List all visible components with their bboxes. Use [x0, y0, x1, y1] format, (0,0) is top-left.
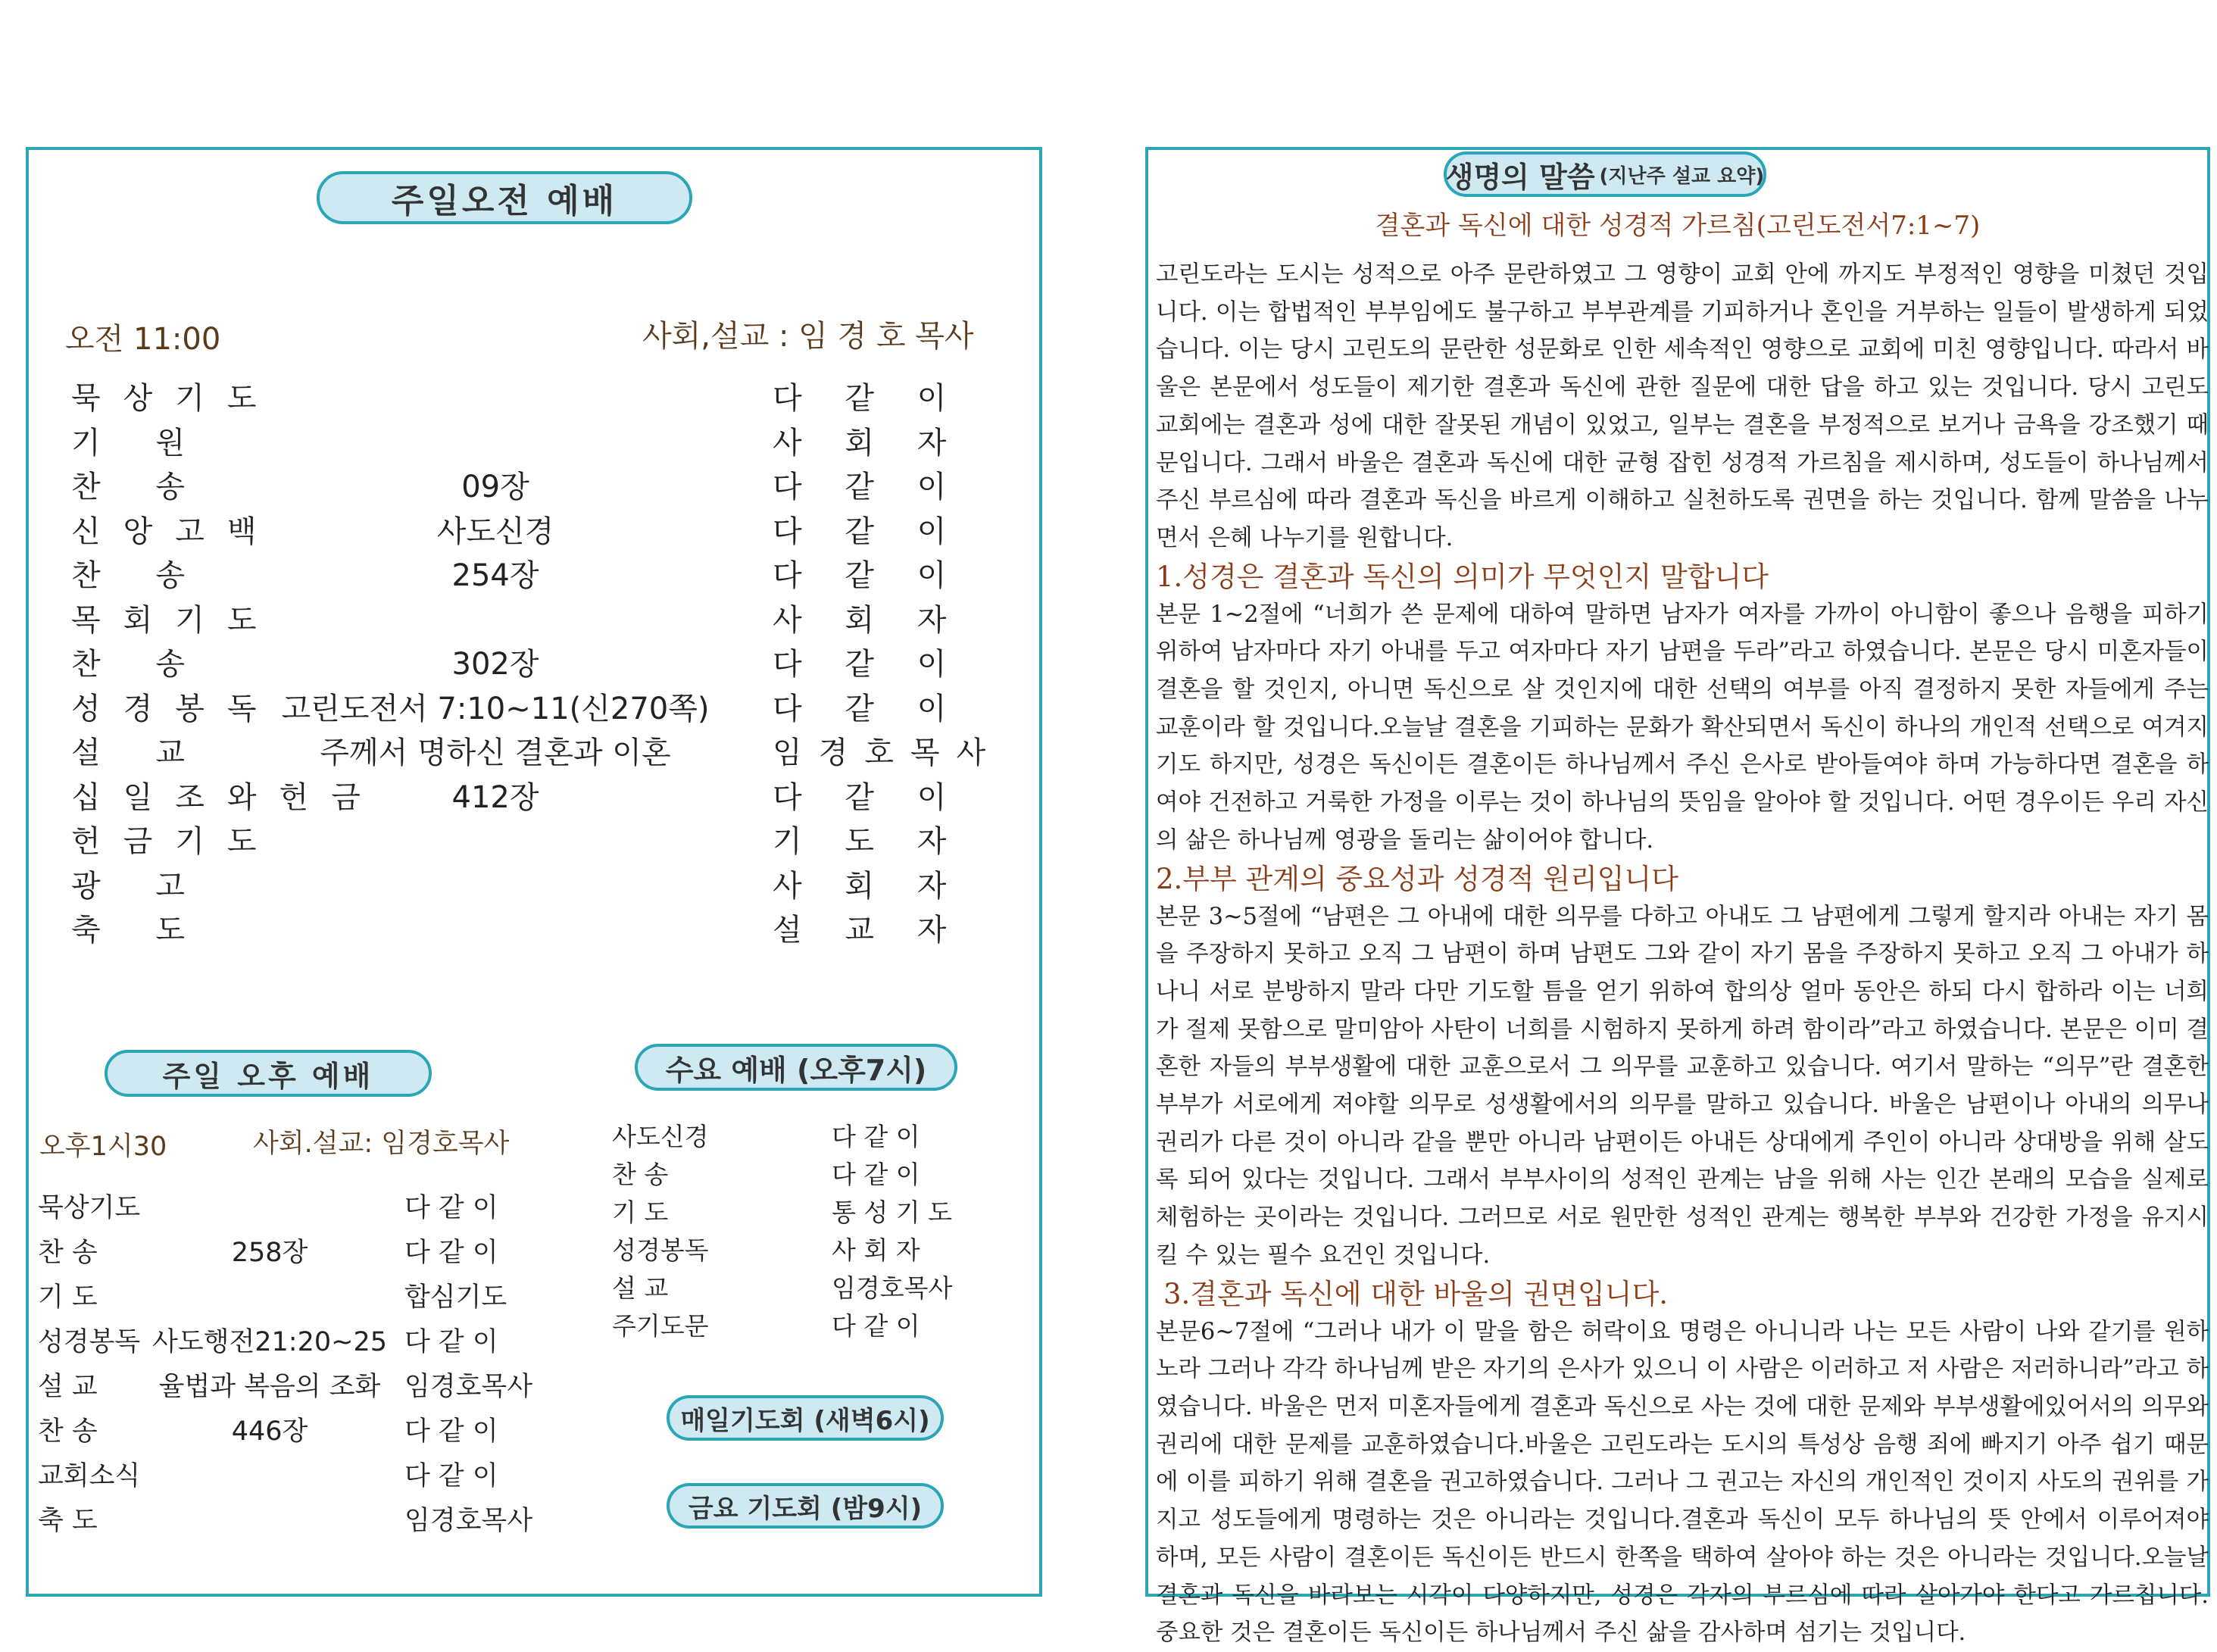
wednesday-row — [29, 1307, 1039, 1345]
wednesday-item: 찬 송 — [612, 1160, 669, 1189]
wednesday-row — [29, 1269, 1039, 1307]
morning-content: 254장 — [451, 558, 539, 593]
afternoon-row — [29, 1454, 604, 1498]
morning-content: 09장 — [461, 470, 529, 504]
morning-content: 고린도전서 7:10~11(신270쪽) — [281, 691, 710, 726]
morning-item: 찬 송 — [71, 647, 208, 682]
morning-item: 묵상기도 — [71, 381, 279, 416]
morning-leader: 사회,설교 : 임 경 호 목사 — [642, 319, 974, 354]
morning-content: 302장 — [451, 647, 539, 682]
morning-leader: 임경호목사 — [773, 735, 1003, 770]
morning-leader: 사 회 자 — [773, 425, 963, 461]
morning-content: 사도신경 — [436, 514, 554, 549]
afternoon-leader: 사회.설교: 임경호목사 — [253, 1129, 510, 1159]
section-1-heading: 1.성경은 결혼과 독신의 의미가 무엇인지 말합니다 — [1156, 560, 1769, 593]
afternoon-leader: 다 같 이 — [404, 1416, 498, 1447]
morning-leader: 다 같 이 — [773, 514, 963, 549]
morning-item: 성경봉독 — [71, 691, 279, 726]
afternoon-content: 율법과 복음의 조화 — [158, 1372, 381, 1402]
section-2-body: 본문 3~5절에 “남편은 그 아내에 대한 의무를 다하고 아내도 그 남편에게 그렇게 할지라 아내는 자기 몸을 주장하지 못하고 오직 그 남편이 하며 남편도 그와 같이 자기 몸을 주장하지 못하고 오직 그 아내가 하나니 서로 분방하지 말라 다만 기도할 틈을 얻기 위하여 합의상 얼마 동안은 하되 다시 합하라 이는 너희가 절제 못함으로 말미암아 사탄이 너희를 시험하지 못하게 하려 함이라”라고 하였습니다. 본문은 이미 결혼한 자들의 부부생활에 대한 교훈으로서 그 의무를 교훈하고 있습니다. 여기서 말하는 “의무”란 결혼한 부부가 서로에게 져야할 의무로 성생활에서의 의무를 말하고 있습니다. 바울은 남편이나 아내의 의무나 권리가 다른 것이 아니라 같을 뿐만 아니라 남편이든 아내든 상대에게 주인이 아니라 상대방을 위해 살도록 되어 있다는 것입니다. 그래서 부부사이의 성적인 관계는 남을 위해 사는 인간 본래의 모습을 실제로 체험하는 곳이라는 것입니다. 그러므로 서로 원만한 성적인 관계는 행복한 부부와 건강한 가정을 유지시킬 수 있는 필수 요건인 것입니다. — [1156, 903, 2209, 1269]
morning-row — [29, 643, 1039, 685]
morning-leader: 기 도 자 — [773, 824, 963, 859]
afternoon-item: 묵상기도 — [38, 1193, 141, 1223]
morning-row — [29, 820, 1039, 863]
worship-order-panel — [26, 147, 1042, 1597]
afternoon-content: 258장 — [231, 1238, 308, 1268]
afternoon-row — [29, 1365, 604, 1409]
sermon-body — [1156, 256, 2209, 1652]
morning-content: 주께서 명하신 결혼과 이혼 — [320, 735, 671, 770]
section-2-heading: 2.부부 관계의 중요성과 성경적 원리입니다 — [1156, 862, 1678, 895]
sermon-subtitle: 결혼과 독신에 대한 성경적 가르침(고린도전서7:1~7) — [1375, 211, 1981, 241]
morning-item: 축 도 — [71, 913, 208, 948]
afternoon-leader: 임경호목사 — [404, 1372, 533, 1402]
afternoon-item: 교회소식 — [38, 1461, 141, 1491]
morning-row — [29, 688, 1039, 730]
sermon-intro: 고린도라는 도시는 성적으로 아주 문란하였고 그 영향이 교회 안에 까지도 부정적인 영향을 미쳤던 것입니다. 이는 합법적인 부부임에도 불구하고 부부관계를 기피하거나 혼인을 거부하는 일들이 발생하게 되었습니다. 이는 당시 고린도의 문란한 성문화로 인한 세속적인 영향으로 교회에 미친 영향입니다. 따라서 바울은 본문에서 성도들이 제기한 결혼과 독신에 관한 질문에 대한 답을 하고 있는 것입니다. 당시 고린도 교회에는 결혼과 성에 대한 잘못된 개념이 있었고, 일부는 결혼을 부정적으로 보거나 금욕을 강조했기 때문입니다. 그래서 바울은 결혼과 독신에 대한 균형 잡힌 성경적 가르침을 제시하며, 성도들이 하나님께서 주신 부르심에 따라 결혼과 독신을 바르게 이해하고 실천하도록 권면을 하는 것입니다. 함께 말씀을 나누면서 은혜 나누기를 원합니다. — [1156, 261, 2209, 551]
morning-row — [29, 599, 1039, 642]
wednesday-leader: 다 같 이 — [832, 1160, 920, 1189]
wednesday-row — [29, 1232, 1039, 1269]
afternoon-leader: 다 같 이 — [404, 1461, 498, 1491]
afternoon-service-title: 주일 오후 예배 — [105, 1050, 432, 1097]
section-3-heading: 3.결혼과 독신에 대한 바울의 권면입니다. — [1163, 1277, 1668, 1310]
section-1-body: 본문 1~2절에 “너희가 쓴 문제에 대하여 말하면 남자가 여자를 가까이 아니함이 좋으나 음행을 피하기 위하여 남자마다 자기 아내를 두고 여자마다 자기 남편을 두라”라고 하였습니다. 본문은 당시 미혼자들이 결혼을 할 것인지, 아니면 독신으로 살 것인지에 대한 선택의 여부를 아직 결정하지 못한 자들에게 주는 교훈이라 할 것입니다.오늘날 결혼을 기피하는 문화가 확산되면서 독신이 하나의 개인적 선택으로 여겨지기도 하지만, 성경은 독신이든 결혼이든 하나님께서 주신 은사로 받아들여야 하며 가능하다면 결혼을 하여야 건전하고 거룩한 가정을 이루는 것이 하나님의 뜻임을 알아야 할 것입니다. 어떤 경우이든 우리 자신의 삶은 하나님께 영광을 돌리는 삶이어야 합니다. — [1156, 601, 2209, 854]
wednesday-order-list — [29, 1118, 1039, 1353]
afternoon-leader: 다 같 이 — [404, 1193, 498, 1223]
morning-leader: 사 회 자 — [773, 602, 963, 638]
wednesday-item: 기 도 — [612, 1198, 669, 1227]
morning-item: 찬 송 — [71, 558, 208, 593]
afternoon-item: 축 도 — [38, 1506, 98, 1536]
wednesday-row — [29, 1118, 1039, 1156]
morning-row — [29, 865, 1039, 907]
wednesday-leader: 사 회 자 — [832, 1235, 920, 1265]
afternoon-leader: 임경호목사 — [404, 1506, 533, 1536]
morning-leader: 다 같 이 — [773, 470, 963, 504]
morning-leader: 다 같 이 — [773, 558, 963, 593]
afternoon-content: 446장 — [231, 1416, 308, 1447]
sermon-summary-panel — [1145, 147, 2210, 1647]
morning-row — [29, 554, 1039, 597]
morning-content: 412장 — [451, 779, 539, 815]
morning-item: 광 고 — [71, 868, 208, 904]
afternoon-row — [29, 1499, 604, 1543]
afternoon-content: 사도행전21:20~25 — [152, 1327, 387, 1357]
afternoon-item: 성경봉독 — [38, 1327, 141, 1357]
afternoon-leader: 합심기도 — [404, 1282, 507, 1313]
afternoon-leader: 다 같 이 — [404, 1327, 498, 1357]
morning-order-list — [29, 377, 1039, 953]
afternoon-item: 설 교 — [38, 1372, 98, 1402]
afternoon-row — [29, 1410, 604, 1454]
morning-item: 찬 송 — [71, 470, 208, 504]
morning-leader: 다 같 이 — [773, 779, 963, 815]
wednesday-row — [29, 1194, 1039, 1232]
wednesday-leader: 다 같 이 — [832, 1122, 920, 1151]
wednesday-item: 사도신경 — [612, 1122, 709, 1151]
afternoon-leader: 다 같 이 — [404, 1238, 498, 1268]
wednesday-row — [29, 1156, 1039, 1194]
sermon-header-sub: (지난주 설교 요약) — [1599, 164, 1765, 188]
afternoon-item: 찬 송 — [38, 1416, 98, 1447]
morning-item: 설 교 — [71, 735, 208, 770]
morning-leader: 다 같 이 — [773, 691, 963, 726]
morning-leader: 사 회 자 — [773, 868, 963, 904]
afternoon-item: 기 도 — [38, 1282, 98, 1313]
afternoon-time: 오후1시30 — [39, 1132, 167, 1162]
morning-row — [29, 377, 1039, 420]
morning-item: 기 원 — [71, 425, 208, 461]
sermon-header — [1444, 151, 1766, 197]
morning-row — [29, 776, 1039, 819]
wednesday-leader: 통 성 기 도 — [832, 1198, 952, 1227]
wednesday-item: 성경봉독 — [612, 1235, 709, 1265]
wednesday-item: 주기도문 — [612, 1311, 709, 1341]
morning-item: 목회기도 — [71, 602, 279, 638]
wednesday-leader: 임경호목사 — [832, 1273, 953, 1303]
morning-row — [29, 466, 1039, 508]
wednesday-item: 설 교 — [612, 1273, 669, 1303]
morning-leader: 설 교 자 — [773, 913, 963, 948]
daily-prayer-title: 매일기도회 (새벽6시) — [667, 1395, 944, 1441]
friday-prayer-title: 금요 기도회 (밤9시) — [667, 1483, 944, 1529]
morning-service-title: 주일오전 예배 — [317, 171, 692, 224]
morning-leader: 다 같 이 — [773, 381, 963, 416]
wednesday-leader: 다 같 이 — [832, 1311, 920, 1341]
morning-item: 헌금기도 — [71, 824, 279, 859]
morning-row — [29, 422, 1039, 464]
morning-row — [29, 511, 1039, 553]
morning-time: 오전 11:00 — [65, 322, 221, 357]
morning-leader: 다 같 이 — [773, 647, 963, 682]
section-3-body: 본문6~7절에 “그러나 내가 이 말을 함은 허락이요 명령은 아니니라 나는 모든 사람이 나와 같기를 원하노라 그러나 각각 하나님께 받은 자기의 은사가 있으니 이 사람은 이러하고 저 사람은 저러하니라”라고 하였습니다. 바울은 먼저 미혼자들에게 결혼과 독신으로 사는 것에 대한 문제와 부부생활에있어서의 의무와 권리에 대한 문제를 교훈하였습니다.바울은 고린도라는 도시의 특성상 음행 죄에 빠지기 아주 쉽기 때문에 이를 피하기 위해 결혼을 권고하였습니다. 그러나 그 권고는 자신의 개인적인 것이지 사도의 권위를 가지고 성도들에게 명령하는 것은 아니라는 것입니다.결혼과 독신이 모두 하나님의 뜻 안에서 이루어져야 하며, 모든 사람이 결혼이든 독신이든 반드시 한쪽을 택하여 살아야 하는 것은 아니라는 것입니다.오늘날 결혼과 독신을 바라보는 시각이 다양하지만, 성경은 각자의 부르심에 따라 살아가야 한다고 가르칩니다. 중요한 것은 결혼이든 독신이든 하나님께서 주신 삶을 감사하며 섬기는 것입니다. — [1156, 1318, 2209, 1647]
sermon-header-main: 생명의 말씀 — [1445, 160, 1595, 194]
morning-item: 신앙고백 — [71, 514, 279, 549]
morning-row — [29, 909, 1039, 951]
morning-row — [29, 732, 1039, 774]
wednesday-service-title: 수요 예배 (오후7시) — [635, 1044, 957, 1091]
morning-item: 십일조와헌금 — [71, 779, 383, 815]
afternoon-item: 찬 송 — [38, 1238, 98, 1268]
